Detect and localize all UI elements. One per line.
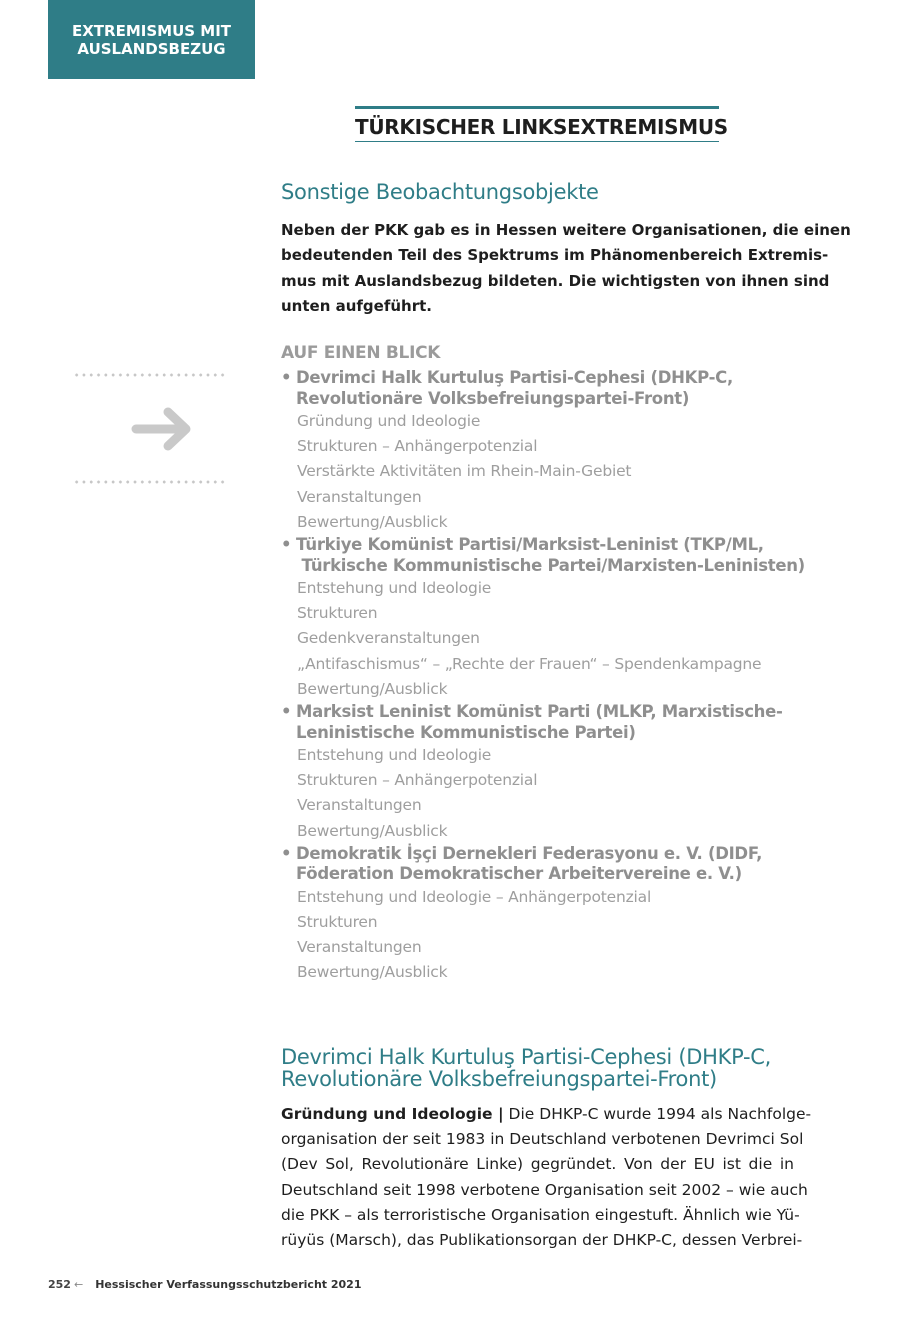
glance-item: Strukturen: [297, 913, 378, 932]
glance-item: Veranstaltungen: [297, 796, 422, 815]
intro-line: mus mit Auslandsbezug bildeten. Die wichtigsten von ihnen sind: [281, 271, 830, 290]
glance-group-title: [281, 702, 841, 743]
heading-dhkpc: [281, 1046, 771, 1090]
glance-item: Veranstaltungen: [297, 487, 422, 506]
glance-item: Bewertung/Ausblick: [297, 679, 448, 698]
glance-item: Veranstaltungen: [297, 938, 422, 957]
chapter-tab-line1: EXTREMISMUS MIT: [71, 21, 232, 40]
glance-item: Entstehung und Ideologie: [297, 746, 492, 765]
chapter-tab-line2: AUSLANDSBEZUG: [77, 39, 226, 58]
glance-item: Strukturen – Anhängerpotenzial: [297, 771, 538, 790]
body-line: die PKK – als terroristische Organisation eingestuft. Ähnlich wie Yü-: [281, 1205, 800, 1224]
heading-dhkpc-line2: Revolutionäre Volksbefreiungspartei-Front): [281, 1067, 717, 1091]
intro-paragraph: [281, 218, 851, 319]
glance-item: „Antifaschismus“ – „Rechte der Frauen“ – Spendenkampagne: [297, 654, 762, 673]
bullet-icon: •: [281, 843, 292, 863]
glance-group-title-line: Föderation Demokratischer Arbeitervereine e. V.): [296, 864, 742, 884]
glance-group: [281, 702, 841, 844]
glance-item: Gedenkveranstaltungen: [297, 629, 480, 648]
page-footer: [48, 1278, 362, 1291]
glance-group-title: [281, 844, 841, 885]
heading-dhkpc-line1: Devrimci Halk Kurtuluş Partisi-Cephesi (DHKP-C,: [281, 1045, 771, 1069]
glance-group-title-line: Leninistische Kommunistische Partei): [296, 722, 636, 742]
glance-group: [281, 535, 841, 702]
page-number: 252: [48, 1278, 71, 1291]
body-line: organisation der seit 1983 in Deutschland verbotenen Devrimci Sol: [281, 1130, 804, 1149]
glance-group-title-line: Revolutionäre Volksbefreiungspartei-Front): [296, 388, 690, 408]
intro-line: Neben der PKK gab es in Hessen weitere Organisationen, die einen: [281, 221, 851, 239]
glance-item: Entstehung und Ideologie – Anhängerpotenzial: [297, 887, 652, 906]
glance-item: Bewertung/Ausblick: [297, 512, 448, 531]
body-lead: Gründung und Ideologie |: [281, 1105, 504, 1123]
glance-group-title: [281, 368, 841, 409]
glance-item: Gründung und Ideologie: [297, 412, 481, 430]
body-line: (Dev Sol, Revolutionäre Linke) gegründet. Von der EU ist die in: [281, 1155, 794, 1174]
at-a-glance-title: AUF EINEN BLICK: [281, 343, 441, 363]
glance-group-title-line: Marksist Leninist Komünist Parti (MLKP, Marxistische-: [296, 702, 783, 722]
body-line-rest: Die DHKP-C wurde 1994 als Nachfolge-: [503, 1105, 812, 1123]
body-line: Deutschland seit 1998 verbotene Organisation seit 2002 – wie auch: [281, 1180, 808, 1199]
intro-line: bedeutenden Teil des Spektrums im Phänomenbereich Extremis-: [281, 246, 829, 265]
heading-other-objects: Sonstige Beobachtungsobjekte: [281, 180, 599, 204]
section-header: TÜRKISCHER LINKSEXTREMISMUS: [355, 106, 719, 142]
at-a-glance-list: [281, 368, 841, 986]
body-line: [281, 1102, 812, 1127]
glance-item: Entstehung und Ideologie: [297, 579, 492, 598]
glance-group-title-line: Türkiye Komünist Partisi/Marksist-Leninist (TKP/ML,: [296, 535, 764, 555]
glance-group-title-line: Devrimci Halk Kurtuluş Partisi-Cephesi (DHKP-C,: [296, 368, 733, 387]
glance-group-title: [281, 535, 841, 576]
glance-item: Verstärkte Aktivitäten im Rhein-Main-Gebiet: [297, 462, 632, 481]
intro-line: unten aufgeführt.: [281, 296, 432, 315]
dotted-divider-bottom: [73, 480, 227, 484]
bullet-icon: •: [281, 368, 292, 387]
glance-item: Bewertung/Ausblick: [297, 821, 448, 840]
arrow-right-icon: [130, 404, 194, 454]
bullet-icon: •: [281, 535, 292, 555]
arrow-left-icon[interactable]: ←: [73, 1278, 84, 1291]
body-line: rüyüs (Marsch), das Publikationsorgan der DHKP-C, dessen Verbrei-: [281, 1231, 803, 1250]
glance-group: [281, 844, 841, 986]
glance-group-title-line: Demokratik İşçi Dernekleri Federasyonu e. V. (DIDF,: [296, 843, 763, 863]
glance-group-title-line: Türkische Kommunistische Partei/Marxisten-Leninisten): [296, 555, 805, 575]
body-paragraph: [281, 1102, 812, 1253]
chapter-tab: [48, 0, 255, 79]
bullet-icon: •: [281, 702, 292, 722]
glance-item: Strukturen – Anhängerpotenzial: [297, 437, 538, 456]
glance-item: Bewertung/Ausblick: [297, 963, 448, 982]
publication-title: Hessischer Verfassungsschutzbericht 2021: [95, 1278, 362, 1291]
dotted-divider-top: [73, 373, 227, 377]
glance-group: [281, 368, 841, 535]
glance-item: Strukturen: [297, 604, 378, 623]
